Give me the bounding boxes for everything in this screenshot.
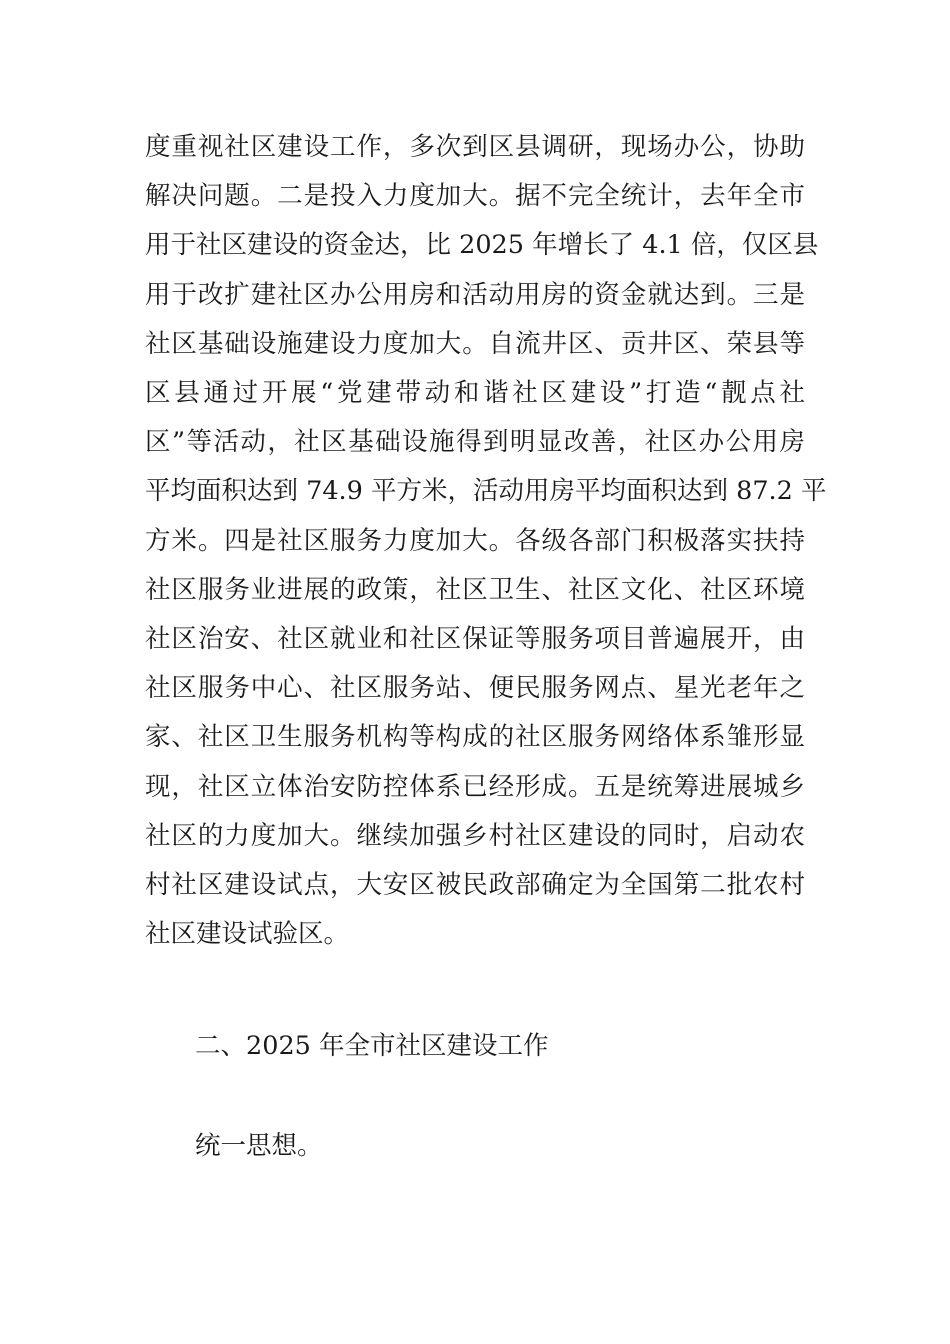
paragraph-line: 解决问题。二是投入力度加大。据不完全统计，去年全市 [145, 181, 805, 212]
paragraph-line: 用于社区建设的资金达，比 2025 年增长了 4.1 倍，仅区县 [145, 230, 819, 261]
paragraph-line: 区”等活动，社区基础设施得到明显改善，社区办公用房 [145, 427, 805, 458]
paragraph-line: 社区服务业进展的政策，社区卫生、社区文化、社区环境 [145, 574, 805, 605]
subsection-text: 统一思想。 [195, 1131, 323, 1161]
paragraph-line: 现，社区立体治安防控体系已经形成。五是统筹进展城乡 [145, 771, 805, 802]
paragraph-line: 社区建设试验区。 [145, 919, 350, 950]
paragraph-line: 区县通过开展“党建带动和谐社区建设”打造“靓点社 [145, 378, 805, 409]
paragraph-line: 平均面积达到 74.9 平方米，活动用房平均面积达到 87.2 平 [145, 476, 827, 507]
paragraph-line: 社区服务中心、社区服务站、便民服务网点、星光老年之 [145, 673, 805, 704]
paragraph-line: 社区的力度加大。继续加强乡村社区建设的同时，启动农 [145, 820, 805, 851]
paragraph-line: 村社区建设试点，大安区被民政部确定为全国第二批农村 [145, 870, 805, 901]
paragraph-line: 度重视社区建设工作，多次到区县调研，现场办公，协助 [145, 132, 805, 162]
paragraph-line: 社区治安、社区就业和社区保证等服务项目普遍展开，由 [145, 624, 805, 655]
section-heading: 二、2025 年全市社区建设工作 [195, 1031, 549, 1061]
body-paragraph [145, 123, 827, 959]
paragraph-line: 方米。四是社区服务力度加大。各级各部门积极落实扶持 [145, 525, 805, 556]
paragraph-line: 社区基础设施建设力度加大。自流井区、贡井区、荣县等 [145, 328, 805, 359]
paragraph-line: 用于改扩建社区办公用房和活动用房的资金就达到。三是 [145, 279, 805, 310]
paragraph-line: 家、社区卫生服务机构等构成的社区服务网络体系雏形显 [145, 722, 805, 753]
